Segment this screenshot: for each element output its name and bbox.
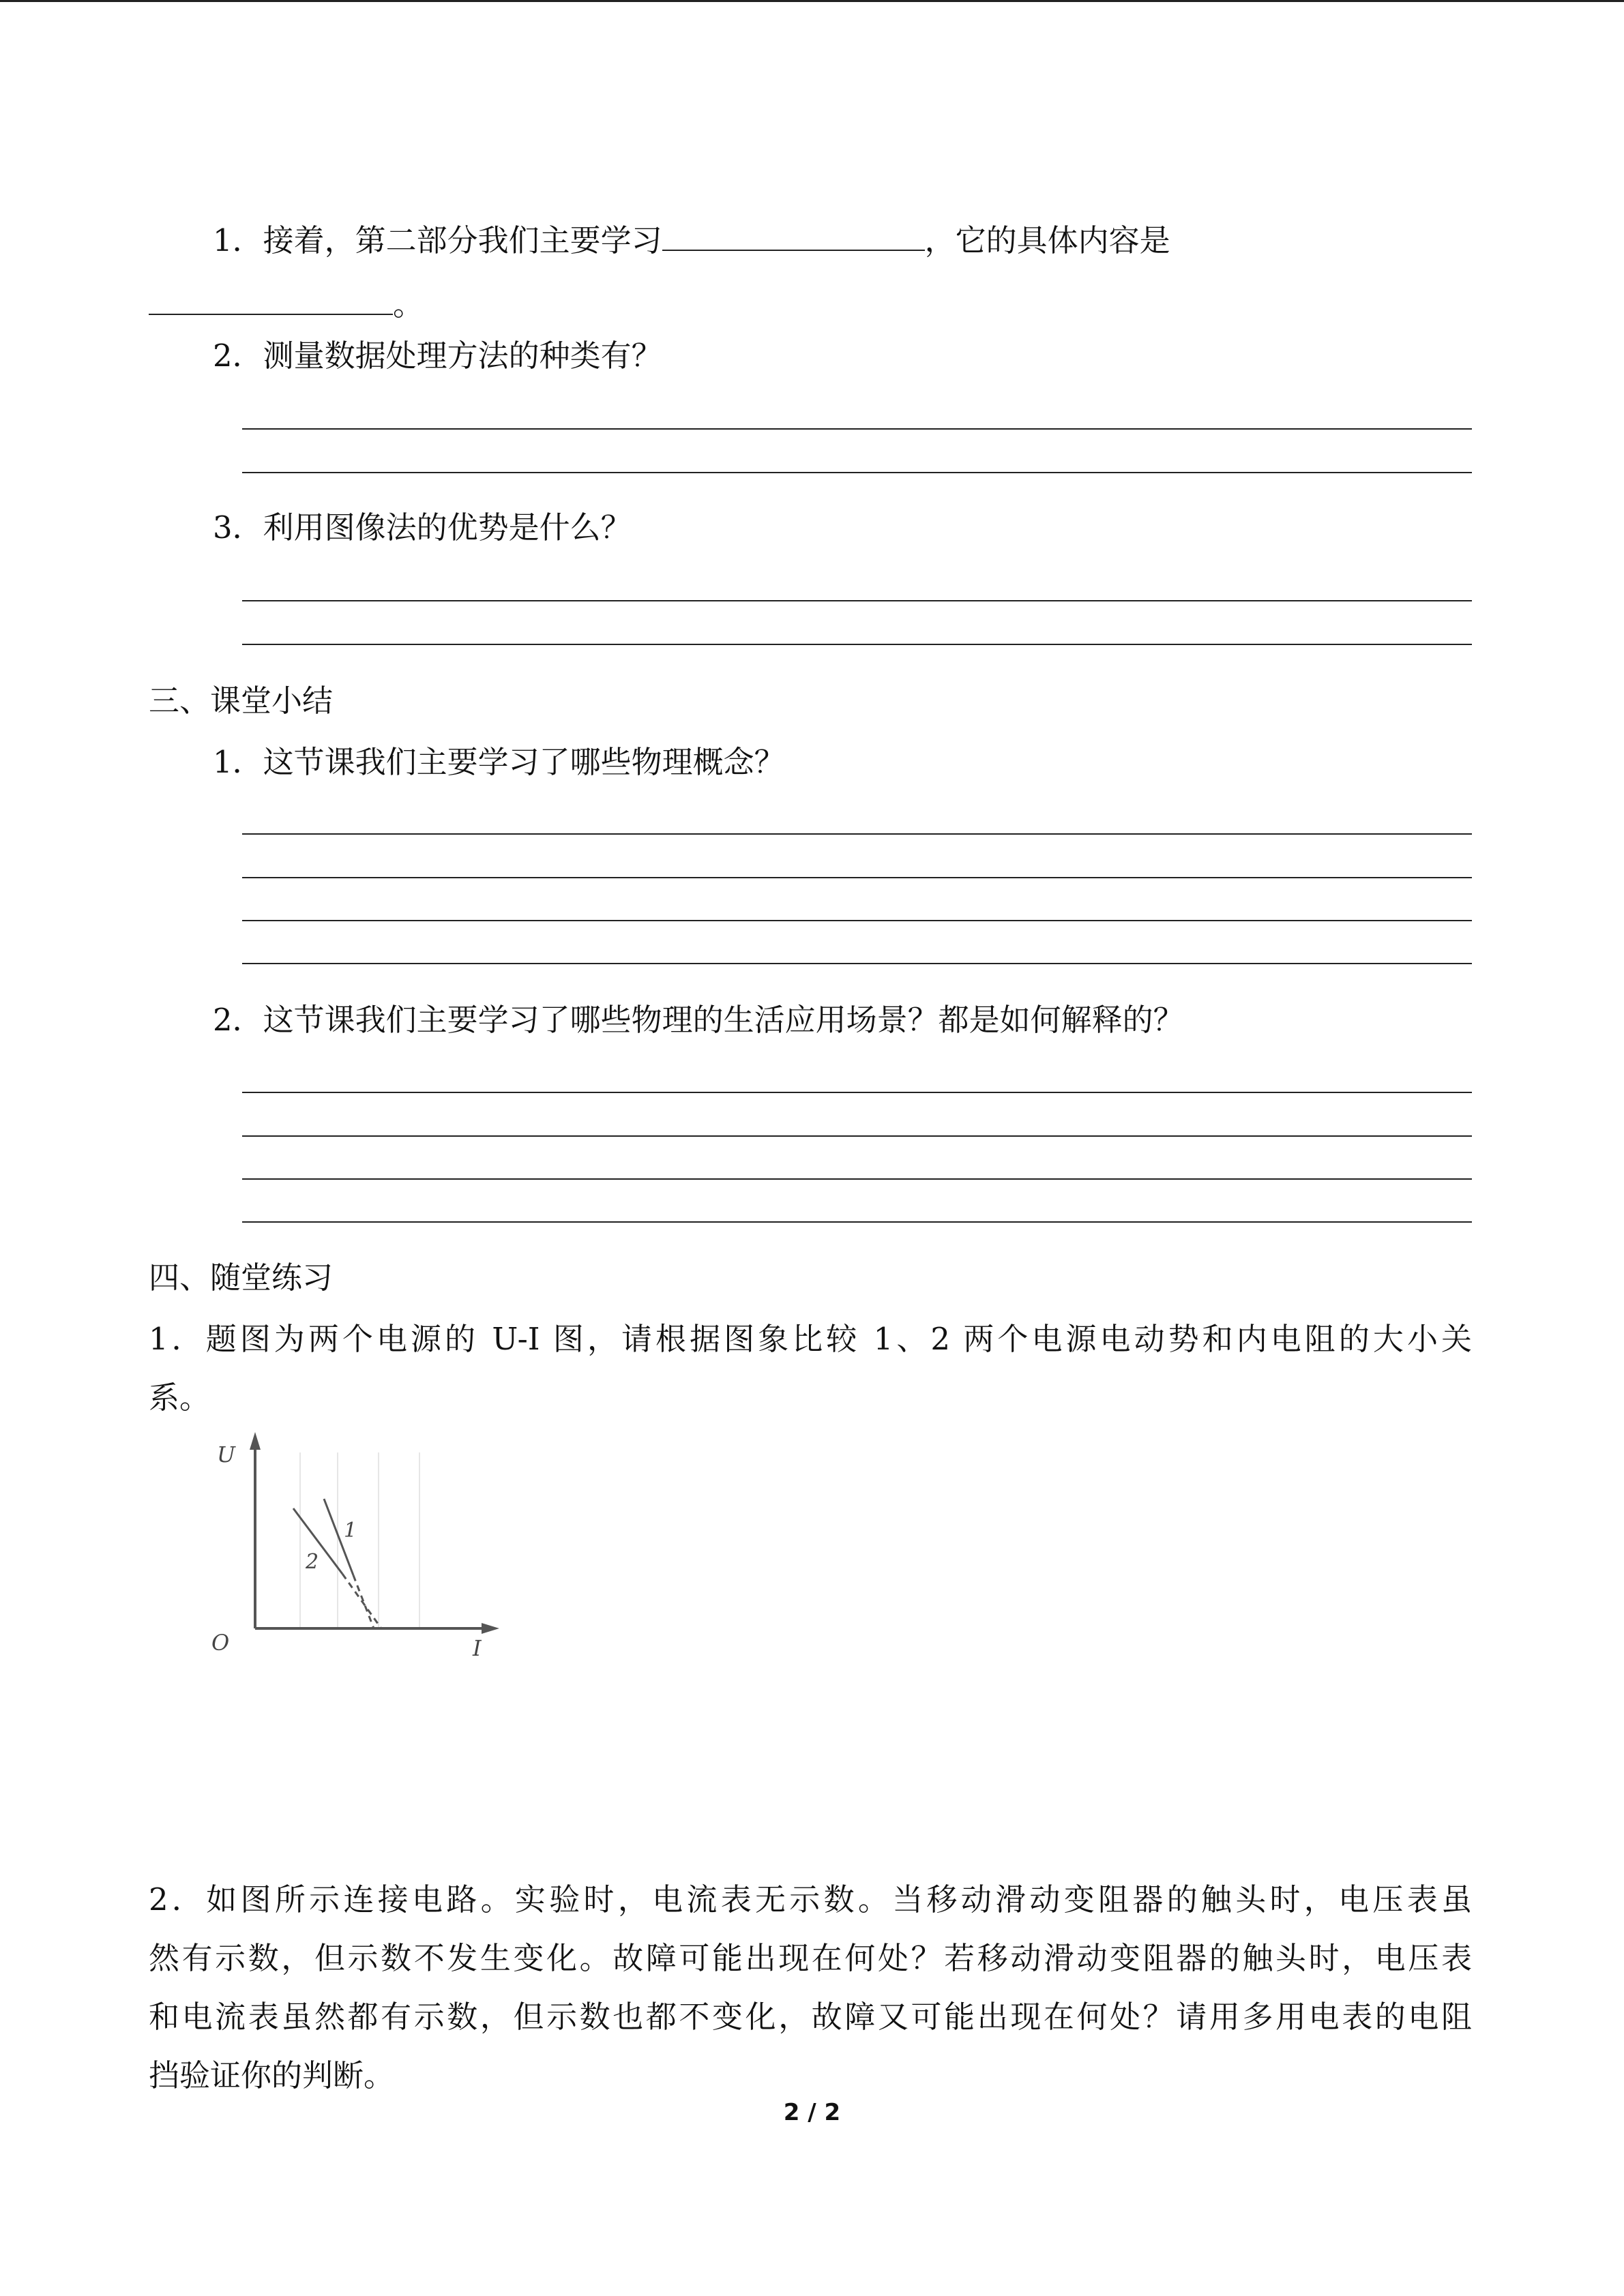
practice-question-2-line-3: 和电流表虽然都有示数，但示数也都不变化，故障又可能出现在何处？请用多用电表的电阻 bbox=[149, 1999, 1472, 2035]
x-axis-arrow-icon bbox=[482, 1623, 499, 1634]
answer-line[interactable] bbox=[242, 963, 1472, 964]
practice-question-1-line-1: 1．题图为两个电源的 U-I 图，请根据图象比较 1、2 两个电源电动势和内电阻的大小关 bbox=[149, 1321, 1472, 1357]
practice-question-2-line-4: 挡验证你的判断。 bbox=[149, 2057, 395, 2093]
summary-question-2: 2．这节课我们主要学习了哪些物理的生活应用场景？都是如何解释的？ bbox=[213, 1002, 1184, 1038]
y-axis-arrow-icon bbox=[250, 1432, 261, 1450]
page-number: 2 / 2 bbox=[783, 2099, 841, 2126]
answer-line[interactable] bbox=[242, 920, 1472, 921]
answer-line[interactable] bbox=[242, 1092, 1472, 1093]
answer-line[interactable] bbox=[242, 600, 1472, 601]
answer-line[interactable] bbox=[242, 1178, 1472, 1180]
line-2-extension bbox=[342, 1574, 381, 1628]
line-2-label: 2 bbox=[306, 1550, 319, 1574]
question-1-line-2: 。 bbox=[149, 280, 424, 325]
y-axis-label: U bbox=[217, 1442, 235, 1467]
answer-line[interactable] bbox=[242, 472, 1472, 473]
practice-question-1-line-2: 系。 bbox=[149, 1380, 211, 1416]
summary-question-1: 1．这节课我们主要学习了哪些物理概念？ bbox=[213, 744, 785, 780]
answer-line[interactable] bbox=[242, 644, 1472, 645]
answer-blank-2[interactable] bbox=[149, 280, 393, 315]
summary-heading: 三、课堂小结 bbox=[149, 683, 334, 719]
answer-line[interactable] bbox=[242, 833, 1472, 835]
line-1-label: 1 bbox=[344, 1519, 357, 1542]
question-2: 2．测量数据处理方法的种类有？ bbox=[213, 338, 662, 374]
answer-line[interactable] bbox=[242, 1221, 1472, 1223]
origin-label: O bbox=[211, 1630, 230, 1656]
page-top-border bbox=[0, 0, 1624, 2]
question-3: 3．利用图像法的优势是什么？ bbox=[213, 509, 632, 546]
practice-question-2-line-1: 2．如图所示连接电路。实验时，电流表无示数。当移动滑动变阻器的触头时，电压表虽 bbox=[149, 1881, 1472, 1918]
answer-blank-1[interactable] bbox=[662, 215, 925, 251]
question-1-line-1: 1．接着，第二部分我们主要学习 ，它的具体内容是 bbox=[213, 215, 1170, 261]
practice-heading: 四、随堂练习 bbox=[149, 1259, 334, 1296]
answer-line[interactable] bbox=[242, 877, 1472, 878]
x-axis-label: I bbox=[473, 1635, 482, 1661]
practice-question-2-line-2: 然有示数，但示数不发生变化。故障可能出现在何处？若移动滑动变阻器的触头时，电压表 bbox=[149, 1940, 1472, 1976]
answer-line[interactable] bbox=[242, 428, 1472, 430]
ui-graph-figure bbox=[211, 1425, 512, 1671]
answer-line[interactable] bbox=[242, 1135, 1472, 1137]
